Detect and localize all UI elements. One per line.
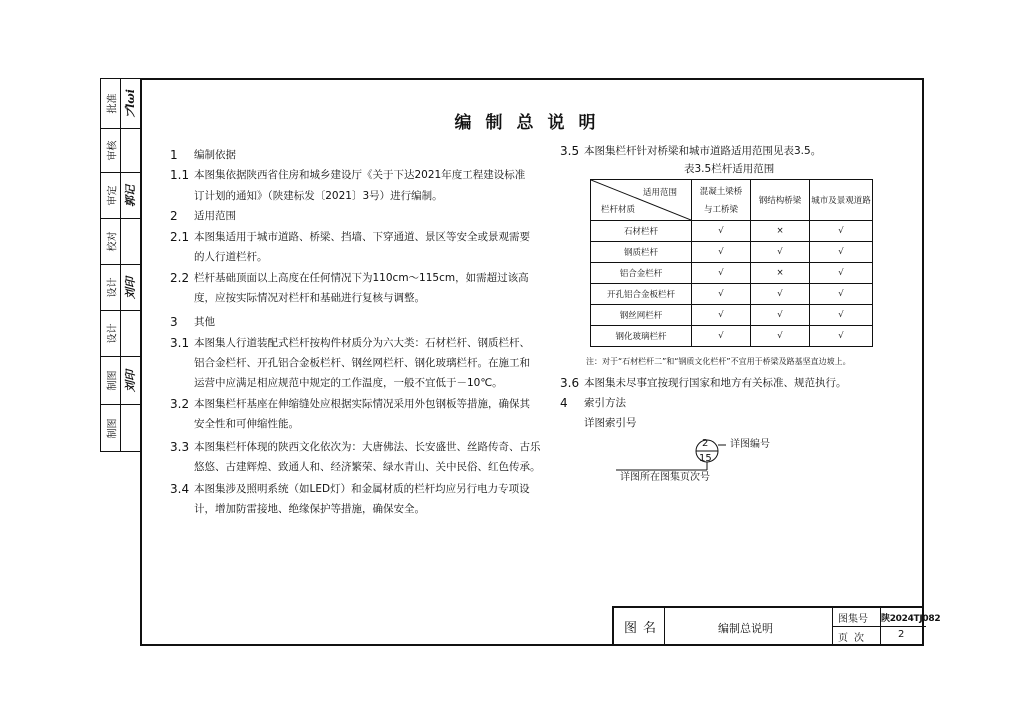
page-title: 编制总说明 bbox=[454, 113, 610, 133]
table-header-cell: 城市及景观道路 bbox=[810, 180, 873, 221]
index-bottom-number: 15 bbox=[699, 453, 712, 464]
table-cell-material: 开孔铝合金板栏杆 bbox=[591, 284, 692, 305]
section-text: 编制依据 bbox=[194, 149, 236, 161]
table-row bbox=[591, 263, 873, 284]
table-cell: √ bbox=[692, 263, 751, 284]
strip-label: 制图 bbox=[107, 418, 119, 438]
section-text: 运营中应满足相应规范中规定的工作温度，一般不宜低于－10℃。 bbox=[194, 377, 503, 389]
section-text: 的人行道栏杆。 bbox=[194, 251, 268, 263]
section-number: 2 bbox=[170, 209, 178, 223]
table-row bbox=[591, 326, 873, 347]
table-row bbox=[591, 284, 873, 305]
header-col1-line1: 混凝土梁桥 bbox=[699, 187, 743, 197]
signature: プlωi bbox=[124, 88, 137, 119]
strip-row-design-sign bbox=[101, 265, 141, 311]
header-col1-line2: 与工桥梁 bbox=[703, 205, 738, 215]
section-number: 2.2 bbox=[170, 271, 190, 285]
table-header-diagonal-cell bbox=[591, 180, 692, 221]
table-cell: √ bbox=[810, 242, 873, 263]
title-block-atlas-number: 陕2024TJ082 bbox=[881, 614, 941, 624]
section-number: 1.1 bbox=[170, 168, 190, 182]
strip-label: 校对 bbox=[107, 231, 119, 252]
applicability-table bbox=[590, 179, 873, 347]
section-number: 1 bbox=[170, 148, 178, 162]
table-note: 注：对于“石材栏杆二”和“钢质文化栏杆”不宜用于桥梁及路基坚直边坡上。 bbox=[586, 357, 851, 366]
table-cell: √ bbox=[751, 305, 810, 326]
table-cell-material: 石材栏杆 bbox=[591, 221, 692, 242]
section-number: 3.2 bbox=[170, 397, 190, 411]
section-number: 3.3 bbox=[170, 440, 190, 454]
index-top-number: 2 bbox=[702, 438, 709, 449]
table-cell: √ bbox=[692, 284, 751, 305]
strip-label: 审核 bbox=[107, 140, 119, 161]
section-number: 3.1 bbox=[170, 336, 190, 350]
table-cell: √ bbox=[810, 221, 873, 242]
title-block-page-label: 页次 bbox=[838, 633, 870, 644]
table-row bbox=[591, 221, 873, 242]
header-scope: 适用范围 bbox=[642, 188, 677, 198]
section-text: 栏杆基础顶面以上高度在任何情况下为110cm～115cm，如需超过该高 bbox=[194, 272, 529, 284]
strip-row-draw-sign bbox=[101, 357, 141, 405]
strip-row-check bbox=[101, 219, 141, 265]
table-cell: √ bbox=[692, 326, 751, 347]
table-cell: √ bbox=[751, 242, 810, 263]
table-cell: × bbox=[751, 263, 810, 284]
strip-label: 批准 bbox=[107, 93, 119, 114]
table-cell: √ bbox=[810, 284, 873, 305]
table-cell-material: 钢丝网栏杆 bbox=[591, 305, 692, 326]
strip-row-verify bbox=[101, 173, 141, 219]
table-row bbox=[591, 305, 873, 326]
section-text: 本图集涉及照明系统（如LED灯）和金属材质的栏杆均应另行电力专项设 bbox=[194, 483, 530, 495]
strip-row-design bbox=[101, 311, 141, 357]
section-text: 本图集栏杆基座在伸缩缝处应根据实际情况采用外包钢板等措施，确保其 bbox=[194, 398, 530, 410]
section-text: 本图集依据陕西省住房和城乡建设厅《关于下达2021年度工程建设标准 bbox=[194, 169, 526, 181]
section-text: 安全性和可伸缩性能。 bbox=[194, 418, 299, 430]
index-detail-label: 详图编号 bbox=[730, 439, 770, 450]
section-number: 3.4 bbox=[170, 482, 190, 496]
signature: 郭记 bbox=[124, 184, 137, 207]
table-cell: √ bbox=[810, 326, 873, 347]
strip-label: 制图 bbox=[107, 370, 119, 391]
table-cell: √ bbox=[692, 305, 751, 326]
table-cell-material: 钢化玻璃栏杆 bbox=[591, 326, 692, 347]
section-number: 3.6 bbox=[560, 376, 580, 390]
title-block-atlas-label: 图集号 bbox=[838, 614, 868, 625]
section-text: 本图集栏杆针对桥梁和城市道路适用范围见表3.5。 bbox=[584, 145, 822, 157]
section-text: 本图集栏杆体现的陕西文化依次为：大唐佛法、长安盛世、丝路传奇、古乐 bbox=[194, 441, 541, 453]
table-cell-material: 铝合金栏杆 bbox=[591, 263, 692, 284]
section-text: 本图集适用于城市道路、桥梁、挡墙、下穿通道、景区等安全或景观需要 bbox=[194, 231, 530, 243]
section-number: 4 bbox=[560, 396, 568, 410]
strip-row-review bbox=[101, 129, 141, 173]
index-label: 详图索引号 bbox=[584, 417, 637, 429]
table-header-cell bbox=[692, 180, 751, 221]
section-text: 计，增加防雷接地、绝缘保护等措施，确保安全。 bbox=[194, 503, 425, 515]
table-cell-material: 钢质栏杆 bbox=[591, 242, 692, 263]
section-text: 本图集未尽事宜按现行国家和地方有关标准、规范执行。 bbox=[584, 377, 847, 389]
strip-label: 审定 bbox=[107, 185, 119, 206]
table-header-cell: 钢结构桥梁 bbox=[751, 180, 810, 221]
section-number: 2.1 bbox=[170, 230, 190, 244]
section-text: 其他 bbox=[194, 316, 215, 328]
strip-row-approve bbox=[101, 79, 141, 129]
section-number: 3 bbox=[170, 315, 178, 329]
signature: 刘印 bbox=[124, 369, 137, 392]
title-block-name: 编制总说明 bbox=[718, 622, 773, 635]
table-cell: √ bbox=[692, 242, 751, 263]
table-cell: × bbox=[751, 221, 810, 242]
index-page-label: 详图所在图集页次号 bbox=[620, 472, 710, 483]
section-text: 铝合金栏杆、开孔铝合金板栏杆、钢丝网栏杆、钢化玻璃栏杆。在施工和 bbox=[194, 357, 530, 369]
table-cell: √ bbox=[692, 221, 751, 242]
table-cell: √ bbox=[810, 305, 873, 326]
signature: 刘印 bbox=[124, 276, 137, 299]
strip-label: 设计 bbox=[107, 277, 119, 298]
section-text: 度，应按实际情况对栏杆和基础进行复核与调整。 bbox=[194, 292, 425, 304]
table-caption: 表3.5栏杆适用范围 bbox=[684, 163, 775, 175]
section-text: 悠悠、古建辉煌、致通人和、经济繁荣、绿水青山、关中民俗、红色传承。 bbox=[194, 461, 541, 473]
title-block-name-label: 图名 bbox=[624, 621, 663, 636]
section-text: 订计划的通知》（陕建标发〔2021〕3号）进行编制。 bbox=[194, 190, 443, 202]
section-text: 本图集人行道装配式栏杆按构件材质分为六大类：石材栏杆、钢质栏杆、 bbox=[194, 337, 530, 349]
section-text: 适用范围 bbox=[194, 210, 236, 222]
section-text: 索引方法 bbox=[584, 397, 626, 409]
title-block-page-number: 2 bbox=[898, 629, 905, 640]
table-cell: √ bbox=[751, 284, 810, 305]
signature-strip bbox=[100, 78, 142, 452]
section-number: 3.5 bbox=[560, 144, 580, 158]
title-block bbox=[612, 606, 941, 646]
strip-row-draw bbox=[101, 405, 141, 451]
table-cell: √ bbox=[810, 263, 873, 284]
table-cell: √ bbox=[751, 326, 810, 347]
strip-label: 设计 bbox=[107, 323, 119, 344]
table-row bbox=[591, 242, 873, 263]
table-header-row bbox=[591, 180, 873, 221]
header-material: 栏杆材质 bbox=[601, 205, 636, 215]
